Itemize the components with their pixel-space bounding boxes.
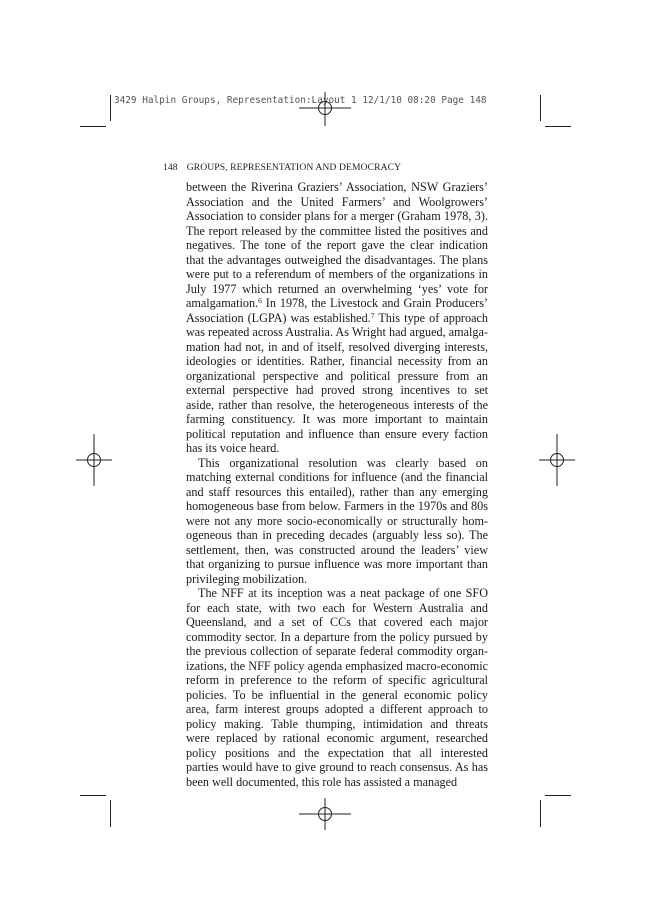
running-head [163,162,401,173]
crop-mark-top-right-horizontal [545,126,571,127]
text-line: commodity sector. In a departure from the policy pursued by [186,629,488,644]
text-line: was repeated across Australia. As Wright had argued, amalga- [186,325,488,339]
text-line: and staff resources this entailed), rather than any emerging [186,484,488,499]
text-line: external perspective had proved strong incentives to set [186,383,488,397]
text-line: were put to a referendum of members of the organizations in [186,267,488,281]
text-line: Association (LGPA) was established.$^7$ This type of approach [186,310,488,325]
text-line: settlement, then, was constructed around the leaders’ view [186,542,488,557]
registration-mark-left-icon [76,434,112,486]
crop-mark-bottom-left-vertical [110,800,111,827]
paragraph [186,456,488,587]
text-line: that organizing to pursue influence was more important than [186,557,488,571]
text-line: July 1977 which returned an overwhelming ‘yes’ vote for [186,281,488,296]
text-line: policy positions and the expectation that all interested [186,745,488,760]
text-line: aside, rather than resolve, the heterogeneous interests of the [186,397,488,412]
text-line: between the Riverina Graziers’ Association, NSW Graziers’ [186,180,488,194]
text-line: izations, the NFF policy agenda emphasized macro-economic [186,658,488,673]
text-line: has its voice heard. [186,441,280,455]
text-line: homogeneous base from below. Farmers in the 1970s and 80s [186,499,488,513]
text-line: farming constituency. It was more important to maintain [186,412,488,426]
text-line: policies. To be influential in the general economic policy [186,687,488,702]
text-line: This organizational resolution was clearly based on [198,455,488,470]
text-line: privileging mobilization. [186,571,308,586]
footnote-reference: 7 [370,310,375,320]
text-line: amalgamation.$^6$ In 1978, the Livestock and Grain Producers’ [186,296,488,310]
text-line: that the advantages outweighed the disadvantages. The plans [186,252,488,267]
text-line: ideologies or identities. Rather, financial necessity from an [186,354,488,368]
text-line: for each state, with two each for Western Australia and [186,600,488,615]
registration-mark-right-icon [539,434,575,486]
text-line: the previous collection of separate federal commodity organ- [186,644,488,658]
paragraph [186,586,488,789]
footnote-reference: 6 [258,296,262,305]
text-line: parties would have to give ground to reach consensus. As has [186,760,488,774]
crop-mark-bottom-left-horizontal [80,795,106,796]
text-line: matching external conditions for influence (and the financial [186,470,488,484]
crop-mark-bottom-right-vertical [540,800,541,827]
text-line: Queensland, and a set of CCs that covered each major [186,615,488,629]
text-line: were replaced by rational economic argument, researched [186,731,488,745]
crop-mark-top-left-vertical [110,95,111,121]
crop-mark-top-right-vertical [540,95,541,121]
text-line: policy making. Table thumping, intimidation and threats [186,716,488,731]
text-line: area, farm interest groups adopted a different approach to [186,702,488,716]
text-line: Association to consider plans for a merger (Graham 1978, 3). [186,209,488,223]
paragraph [186,180,488,456]
text-line: negatives. The tone of the report gave the clear indication [186,238,488,252]
registration-mark-bottom-icon [299,798,351,830]
text-line: The NFF at its inception was a neat package of one SFO [198,586,488,600]
registration-mark-top-icon [299,92,351,126]
running-head-title: GROUPS, REPRESENTATION AND DEMOCRACY [186,162,402,173]
body-text [186,180,488,789]
text-line: mation had not, in and of itself, resolved diverging interests, [186,339,488,354]
crop-mark-top-left-horizontal [80,126,106,127]
text-line: The report released by the committee listed the positives and [186,223,488,238]
text-line: were not any more socio-economically or structurally hom- [186,513,488,528]
text-line: been well documented, this role has assisted a managed [186,774,458,789]
crop-mark-bottom-right-horizontal [545,795,571,796]
text-line: political reputation and influence than ensure every faction [186,426,488,441]
text-line: reform in preference to the reform of specific agricultural [186,673,488,687]
printer-slug: 3429 Halpin Groups, Representation:Layout 1 12/1/10 08:20 Page 148 [114,95,487,106]
text-line: ogeneous than in preceding decades (arguably less so). The [186,528,488,542]
text-line: organizational perspective and political pressure from an [186,368,488,383]
page-number: 148 [163,162,178,173]
text-line: Association and the United Farmers’ and Woolgrowers’ [186,194,488,209]
